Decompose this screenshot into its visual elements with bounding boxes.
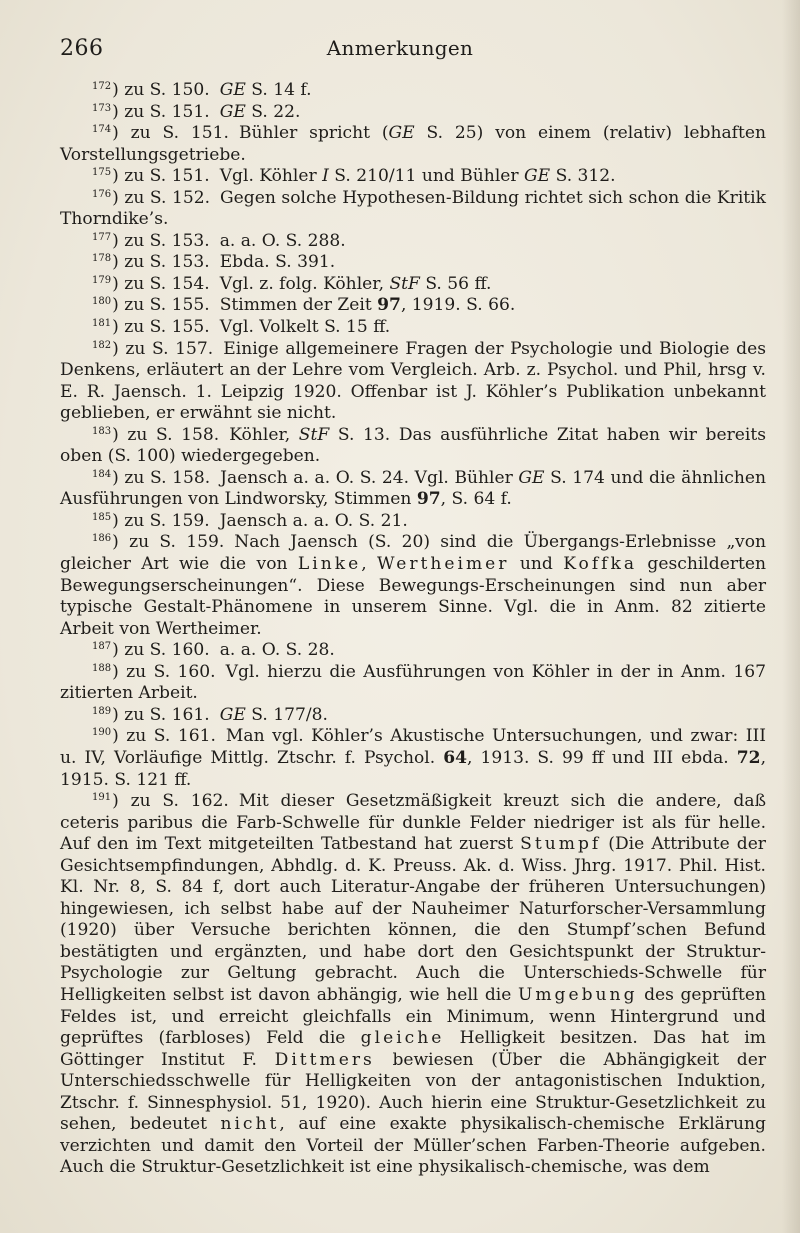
endnote-number: 187: [92, 641, 112, 653]
endnote-text: [220, 274, 492, 294]
text-run: ,: [361, 554, 378, 575]
endnote-page-reference: zu S. 150.: [124, 80, 210, 100]
text-run: Köhler,: [229, 424, 299, 445]
endnotes-list: [60, 80, 766, 1179]
abbreviation-italic: GE: [219, 704, 246, 725]
endnote-text: [60, 791, 766, 1177]
endnote-text: [220, 317, 391, 337]
abbreviation-italic: GE: [388, 123, 415, 144]
endnote-number: 181: [92, 318, 112, 330]
endnote: $^{180}$) zu S. 155. Stimmen der Zeit 97, 1919. S. 66.: [92, 295, 516, 316]
endnote: $^{172}$) zu S. 150. GE S. 14 f.: [92, 80, 312, 100]
page-number: 266: [60, 36, 104, 61]
text-run: S. 22.: [245, 101, 301, 122]
emphasized-name: Linke: [297, 554, 362, 575]
text-run: , 1915. S. 121 ff.: [60, 747, 766, 790]
text-run: S. 312.: [550, 166, 616, 187]
text-run: S. 174 und die ähnlichen Ausführungen von Lindworsky, Stimmen: [60, 467, 766, 510]
endnote: $^{183}$) zu S. 158. Köhler, StF S. 13. Das ausführliche Zitat haben wir bereits oben (S. 100) wiedergegeben.: [60, 424, 766, 467]
emphasized-name: Dittmers: [274, 1049, 375, 1070]
emphasized-name: nicht: [220, 1114, 280, 1135]
endnote-page-reference: zu S. 153.: [124, 230, 210, 251]
endnote: $^{184}$) zu S. 158. Jaensch a. a. O. S. 24. Vgl. Bühler GE S. 174 und die ähnlichen Ausführungen von Lindworsky, Stimmen 97, S. 64 f.: [60, 467, 766, 510]
endnote-text: [220, 166, 616, 186]
endnote-text: [220, 102, 301, 122]
text-run: Mit dieser Gesetzmäßigkeit kreuzt sich die andere, daß ceteris paribus die Farb-Schwelle für dunkle Felder niedriger ist als für helle. Auf den im Text mitgeteilten Tatbestand hat zuerst: [60, 791, 766, 855]
endnote-number: 179: [92, 274, 112, 286]
endnote-text: [220, 640, 335, 660]
endnote-page-reference: zu S. 153.: [124, 252, 210, 273]
text-run: Stimmen der Zeit: [219, 295, 378, 316]
endnote-page-reference: zu S. 151.: [124, 101, 210, 122]
endnote-page-reference: zu S. 159.: [124, 510, 210, 531]
text-run: geschilderten Bewegungserscheinungen“. Diese Bewegungs-Erscheinungen sind nun aber typische Gestalt-Phänomene in unserem Sinne. Vgl. die in Anm. 82 zitierte Arbeit von Wertheimer.: [60, 554, 766, 639]
text-run: S. 56 ff.: [419, 273, 492, 294]
endnote-number: 189: [92, 705, 112, 717]
endnote-number: 184: [92, 468, 112, 480]
endnote-page-reference: zu S. 159.: [129, 532, 225, 553]
volume-number: 97: [377, 295, 401, 316]
endnote-page-reference: zu S. 151.: [124, 166, 210, 187]
endnote: $^{188}$) zu S. 160. Vgl. hierzu die Ausführungen von Köhler in der in Anm. 167 zitierten Arbeit.: [60, 661, 766, 704]
text-run: Jaensch a. a. O. S. 24. Vgl. Bühler: [220, 467, 519, 488]
endnote-number: 177: [92, 231, 112, 243]
text-run: a. a. O. S. 288.: [219, 230, 346, 251]
page-header: [0, 26, 800, 66]
endnote: $^{176}$) zu S. 152. Gegen solche Hypothesen-Bildung richtet sich schon die Kritik Thorndike’s.: [60, 187, 766, 230]
endnote-number: 180: [92, 296, 112, 308]
endnote: $^{190}$) zu S. 161. Man vgl. Köhler’s Akustische Untersuchungen, und zwar: III u. IV, Vorläufige Mittlg. Ztschr. f. Psychol. 64, 1913. S. 99 ff und III ebda. 72, 1915. S. 121 ff.: [60, 726, 766, 790]
abbreviation-italic: GE: [219, 80, 246, 100]
text-run: Vgl. Köhler: [219, 166, 323, 187]
endnote: $^{177}$) zu S. 153. a. a. O. S. 288.: [92, 230, 346, 251]
volume-number: 97: [416, 489, 441, 510]
endnote-page-reference: zu S. 155.: [124, 317, 210, 338]
endnote: $^{173}$) zu S. 151. GE S. 22.: [92, 101, 301, 122]
endnote: $^{179}$) zu S. 154. Vgl. z. folg. Köhler, StF S. 56 ff.: [92, 273, 492, 294]
endnote-text: [220, 705, 328, 725]
endnote-number: 185: [92, 511, 112, 523]
endnote-text: [220, 231, 346, 251]
endnote: $^{189}$) zu S. 161. GE S. 177/8.: [92, 704, 328, 725]
endnote-text: [220, 511, 408, 531]
endnote: $^{186}$) zu S. 159. Nach Jaensch (S. 20) sind die Übergangs-Erlebnisse „von gleicher Art wie die von Linke, Wertheimer und Koffka geschilderten Bewegungserscheinungen“. Diese Bewegungs-Erscheinungen sind nun aber typische Gestalt-Phänomene in unserem Sinne. Vgl. die in Anm. 82 zitierte Arbeit von Wertheimer.: [60, 532, 766, 639]
endnote: $^{178}$) zu S. 153. Ebda. S. 391.: [92, 252, 336, 273]
volume-number: 72: [736, 747, 761, 768]
endnote-number: 190: [92, 727, 112, 739]
text-run: , 1919. S. 66.: [400, 295, 516, 316]
endnote-page-reference: zu S. 162.: [130, 791, 229, 812]
text-run: , auf eine exakte physikalisch-chemische Erklärung verzichten und damit den Vorteil der Müller’schen Farben-Theorie aufgeben. Auch die Struktur-Gesetzlichkeit ist eine physikalisch-chemische, was dem: [60, 1114, 766, 1178]
endnote: $^{182}$) zu S. 157. Einige allgemeinere Fragen der Psychologie und Biologie des Denkens, erläutert an der Lehre vom Vergleich. Arb. z. Psychol. und Phil, hrsg v. E. R. Jaensch. 1. Leipzig 1920. Offenbar ist J. Köhler’s Publikation unbekannt geblieben, er erwähnt sie nicht.: [60, 338, 766, 424]
endnote-number: 173: [92, 102, 112, 114]
endnote-number: 178: [92, 253, 112, 265]
endnote: $^{174}$) zu S. 151. Bühler spricht (GE S. 25) von einem (relativ) lebhaften Vorstellungsgetriebe.: [60, 123, 766, 165]
text-run: Vgl. z. folg. Köhler,: [219, 273, 390, 294]
endnote-number: 183: [92, 425, 112, 437]
endnote-text: [220, 80, 312, 100]
running-title: Anmerkungen: [326, 36, 474, 60]
endnote-page-reference: zu S. 161.: [124, 704, 210, 725]
text-run: Helligkeit besitzen. Das hat im Göttinger Institut F.: [60, 1028, 766, 1070]
text-run: des geprüften Feldes ist, und erreicht gleichfalls ein Minimum, wenn Hintergrund und geprüftes (farbloses) Feld die: [60, 984, 766, 1049]
abbreviation-italic: GE: [219, 101, 246, 122]
volume-number: 64: [443, 747, 468, 768]
endnote-number: 191: [92, 792, 112, 804]
endnote-number: 188: [92, 662, 112, 674]
endnote-number: 182: [92, 339, 112, 351]
endnote-page-reference: zu S. 155.: [124, 295, 210, 316]
abbreviation-italic: GE: [524, 166, 551, 187]
text-run: und: [509, 554, 564, 575]
text-run: bewiesen (Über die Abhängigkeit der Unterschiedsschwelle für Helligkeiten von der antagonistischen Induktion, Ztschr. f. Sinnesphysiol. 51, 1920). Auch hierin eine Struktur-Gesetzlichkeit zu sehen, bedeutet: [60, 1049, 766, 1135]
endnote: $^{175}$) zu S. 151. Vgl. Köhler I S. 210/11 und Bühler GE S. 312.: [92, 166, 616, 187]
text-run: S. 14 f.: [245, 80, 312, 100]
endnote-text: [220, 295, 516, 315]
text-run: S. 25) von einem (relativ) lebhaften Vorstellungsgetriebe.: [60, 123, 766, 165]
endnote-number: 175: [92, 167, 112, 179]
emphasized-name: Stumpf: [520, 834, 602, 855]
endnote-page-reference: zu S. 161.: [126, 726, 216, 747]
abbreviation-italic: GE: [518, 467, 545, 488]
text-run: Vgl. Volkelt S. 15 ff.: [219, 317, 391, 338]
abbreviation-italic: I: [322, 166, 329, 187]
text-run: Nach Jaensch (S. 20) sind die Übergangs-Erlebnisse „von gleicher Art wie die von: [60, 532, 766, 575]
endnote-number: 186: [92, 533, 112, 545]
emphasized-name: Wertheimer: [377, 554, 510, 575]
text-run: S. 13. Das ausführliche Zitat haben wir bereits oben (S. 100) wiedergegeben.: [60, 424, 766, 467]
emphasized-name: gleiche: [360, 1028, 445, 1049]
endnote-number: 174: [92, 124, 112, 136]
emphasized-name: Umgebung: [517, 984, 638, 1005]
endnote-page-reference: zu S. 151.: [130, 123, 229, 144]
endnote-page-reference: zu S. 157.: [125, 338, 214, 359]
endnote: $^{181}$) zu S. 155. Vgl. Volkelt S. 15 ff.: [92, 317, 391, 338]
text-run: Ebda. S. 391.: [219, 252, 336, 273]
text-run: , 1913. S. 99 ff und III ebda.: [467, 747, 737, 768]
text-run: Man vgl. Köhler’s Akustische Untersuchungen, und zwar: III u. IV, Vorläufige Mittlg. Ztschr. f. Psychol.: [60, 726, 766, 768]
endnote: $^{191}$) zu S. 162. Mit dieser Gesetzmäßigkeit kreuzt sich die andere, daß ceteris paribus die Farb-Schwelle für dunkle Felder niedriger ist als für helle. Auf den im Text mitgeteilten Tatbestand hat zuerst Stumpf (Die Attribute der Gesichtsempfindungen, Abhdlg. d. K. Preuss. Ak. d. Wiss. Jhrg. 1917. Phil. Hist. Kl. Nr. 8, S. 84 f, dort auch Literatur-Angabe der früheren Untersuchungen) hingewiesen, ich selbst habe auf der Nauheimer Naturforscher-Versammlung (1920) über Versuche berichten können, die den Stumpf’schen Befund bestätigten und ergänzten, und habe dort den Gesichtspunkt der Struktur-Psychologie zur Geltung gebracht. Auch die Unterschieds-Schwelle für Helligkeiten selbst ist davon abhängig, wie hell die Umgebung des geprüften Feldes ist, und erreicht gleichfalls ein Minimum, wenn Hintergrund und geprüftes (farbloses) Feld die gleiche Helligkeit besitzen. Das hat im Göttinger Institut F. Dittmers bewiesen (Über die Abhängigkeit der Unterschiedsschwelle für Helligkeiten von der antagonistischen Induktion, Ztschr. f. Sinnesphysiol. 51, 1920). Auch hierin eine Struktur-Gesetzlichkeit zu sehen, bedeutet nicht, auf eine exakte physikalisch-chemische Erklärung verzichten und damit den Vorteil der Müller’schen Farben-Theorie aufgeben. Auch die Struktur-Gesetzlichkeit ist eine physikalisch-chemische, was dem: [60, 791, 766, 1178]
text-run: (Die Attribute der Gesichtsempfindungen, Abhdlg. d. K. Preuss. Ak. d. Wiss. Jhrg. 1917. Phil. Hist. Kl. Nr. 8, S. 84 f, dort auch Literatur-Angabe der früheren Untersuchungen) hingewiesen, ich selbst habe auf der Nauheimer Naturforscher-Versammlung (1920) über Versuche berichten können, die den Stumpf’schen Befund bestätigten und ergänzten, und habe dort den Gesichtspunkt der Struktur-Psychologie zur Geltung gebracht. Auch die Unterschieds-Schwelle für Helligkeiten selbst ist davon abhängig, wie hell die: [60, 834, 766, 1005]
emphasized-name: Koffka: [563, 554, 638, 575]
text-run: Jaensch a. a. O. S. 21.: [219, 510, 408, 531]
endnote-page-reference: zu S. 160.: [126, 661, 216, 682]
text-run: , S. 64 f.: [440, 489, 512, 510]
endnote: $^{185}$) zu S. 159. Jaensch a. a. O. S. 21.: [92, 510, 408, 531]
endnote-page-reference: zu S. 160.: [124, 640, 210, 661]
endnote-page-reference: zu S. 154.: [124, 273, 210, 294]
endnote: $^{187}$) zu S. 160. a. a. O. S. 28.: [92, 640, 335, 661]
text-run: Bühler spricht (: [238, 123, 389, 144]
text-run: Einige allgemeinere Fragen der Psychologie und Biologie des Denkens, erläutert an der Lehre vom Vergleich. Arb. z. Psychol. und Phil, hrsg v. E. R. Jaensch. 1. Leipzig 1920. Offenbar ist J. Köhler’s Publikation unbekannt geblieben, er erwähnt sie nicht.: [60, 338, 766, 424]
endnote-page-reference: zu S. 158.: [127, 424, 220, 445]
endnote-page-reference: zu S. 152.: [124, 187, 211, 208]
text-run: S. 210/11 und Bühler: [328, 166, 525, 187]
page-edge-shadow: [782, 0, 800, 1233]
endnote-number: 176: [92, 188, 112, 200]
endnote-number: 172: [92, 81, 112, 92]
text-run: Gegen solche Hypothesen-Bildung richtet sich schon die Kritik Thorndike’s.: [60, 187, 766, 230]
text-run: Vgl. hierzu die Ausführungen von Köhler in der in Anm. 167 zitierten Arbeit.: [60, 661, 766, 704]
text-run: a. a. O. S. 28.: [219, 640, 335, 661]
abbreviation-italic: StF: [389, 273, 420, 294]
endnote-text: [220, 252, 335, 272]
abbreviation-italic: StF: [298, 424, 330, 445]
text-run: S. 177/8.: [245, 704, 328, 725]
endnote-page-reference: zu S. 158.: [124, 467, 211, 488]
